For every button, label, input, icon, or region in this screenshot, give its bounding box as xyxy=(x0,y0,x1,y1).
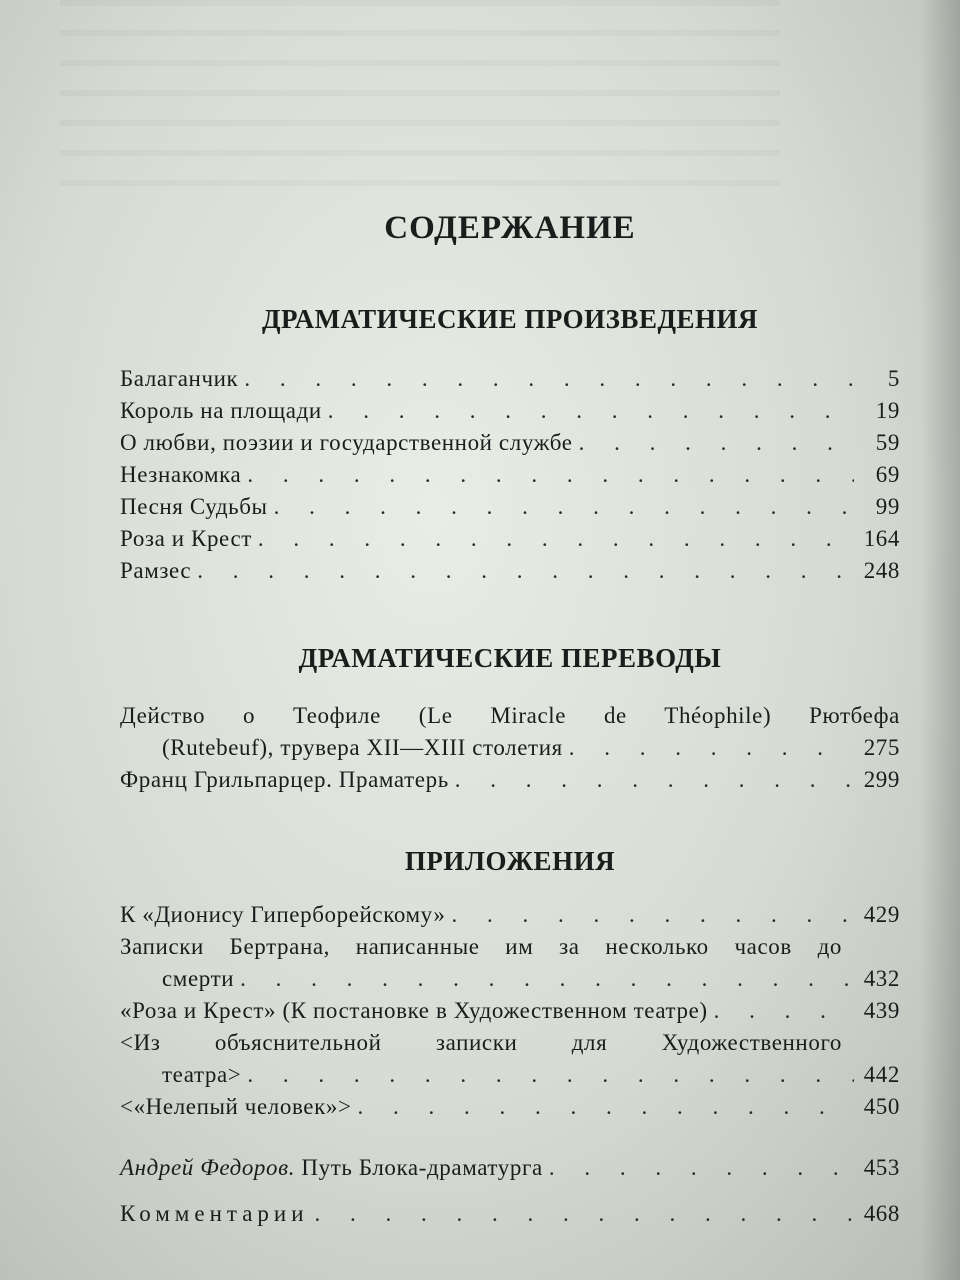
toc-entry xyxy=(120,1191,900,1237)
toc-entry xyxy=(120,764,900,796)
entry-title: Комментарии xyxy=(120,1201,309,1226)
dot-leader xyxy=(315,1191,854,1237)
dot-leader xyxy=(247,1059,854,1091)
entry-title-line1: Действо о Теофиле (Le Miracle de Théophile) Рютбефа xyxy=(120,703,900,728)
entry-title: Роза и Крест xyxy=(120,526,252,551)
dot-leader xyxy=(197,555,854,587)
dot-leader xyxy=(328,395,854,427)
toc-entry xyxy=(120,363,900,395)
section-heading: ДРАМАТИЧЕСКИЕ ПРОИЗВЕДЕНИЯ xyxy=(261,304,759,334)
entry-title: Рамзес xyxy=(120,558,192,583)
dot-leader xyxy=(569,732,854,764)
entry-page: 248 xyxy=(863,558,900,583)
toc-entry xyxy=(120,523,900,555)
entry-page: 450 xyxy=(863,1094,900,1119)
entry-page: 69 xyxy=(875,462,900,487)
entry-page: 442 xyxy=(863,1062,900,1087)
entry-page: 275 xyxy=(863,735,900,760)
toc-entry xyxy=(120,491,900,523)
page-title: СОДЕРЖАНИЕ xyxy=(384,210,636,246)
dot-leader xyxy=(358,1091,854,1123)
dot-leader xyxy=(244,363,854,395)
toc-entry xyxy=(120,995,900,1027)
entry-title: Незнакомка xyxy=(120,462,242,487)
toc-entry xyxy=(120,1027,900,1091)
entry-page: 59 xyxy=(875,430,900,455)
entry-title-line2: театра> xyxy=(162,1062,242,1087)
entry-page: 432 xyxy=(863,966,900,991)
toc-entry xyxy=(120,427,900,459)
entry-page: 164 xyxy=(863,526,900,551)
entry-author: Андрей Федоров. xyxy=(120,1155,296,1180)
entry-title-line2: (Rutebeuf), трувера XII—XIII столетия xyxy=(162,735,563,760)
entry-page: 429 xyxy=(863,902,900,927)
dot-leader xyxy=(579,427,854,459)
dot-leader xyxy=(549,1145,854,1191)
entry-title: О любви, поэзии и государственной службе xyxy=(120,430,573,455)
entry-page: 439 xyxy=(863,998,900,1023)
dot-leader xyxy=(451,899,854,931)
entry-continuation xyxy=(120,1059,900,1091)
entry-title: Король на площади xyxy=(120,398,322,423)
entry-title-text: Путь Блока-драматурга xyxy=(301,1155,543,1180)
toc-entry xyxy=(120,931,900,995)
dot-leader xyxy=(258,523,854,555)
entry-page: 299 xyxy=(863,767,900,792)
entry-title: Франц Грильпарцер. Праматерь xyxy=(120,767,449,792)
show-through-text xyxy=(60,0,780,200)
entry-title-line1: Записки Бертрана, написанные им за несколько часов до xyxy=(120,934,842,959)
dot-leader xyxy=(247,459,854,491)
entry-title-line1: <Из объяснительной записки для Художественного xyxy=(120,1030,842,1055)
toc-entry xyxy=(120,899,900,931)
toc-entry xyxy=(120,700,900,764)
entry-page: 468 xyxy=(863,1201,900,1226)
table-of-contents xyxy=(120,210,900,1237)
section-appendices xyxy=(120,846,900,1123)
entry-title-line2: смерти xyxy=(162,966,235,991)
dot-leader xyxy=(274,491,854,523)
dot-leader xyxy=(455,764,854,796)
section-dramatic-works xyxy=(120,304,900,587)
section-dramatic-translations xyxy=(120,643,900,796)
entry-page: 5 xyxy=(887,366,900,391)
entry-page: 19 xyxy=(875,398,900,423)
dot-leader xyxy=(240,963,854,995)
toc-entry xyxy=(120,395,900,427)
entry-page: 99 xyxy=(875,494,900,519)
section-heading: ДРАМАТИЧЕСКИЕ ПЕРЕВОДЫ xyxy=(298,643,722,673)
entry-page: 453 xyxy=(863,1155,900,1180)
entry-title: Балаганчик xyxy=(120,366,239,391)
entry-title: Песня Судьбы xyxy=(120,494,268,519)
toc-entry xyxy=(120,1145,900,1191)
entry-continuation xyxy=(120,732,900,764)
entry-title: «Роза и Крест» (К постановке в Художественном театре) xyxy=(120,998,708,1023)
dot-leader xyxy=(714,995,854,1027)
entry-title: <«Нелепый человек»> xyxy=(120,1094,352,1119)
section-heading: ПРИЛОЖЕНИЯ xyxy=(404,846,616,876)
entry-continuation xyxy=(120,963,900,995)
page-edge-shadow xyxy=(920,0,960,1280)
toc-entry xyxy=(120,1091,900,1123)
entry-title: К «Дионису Гиперборейскому» xyxy=(120,902,446,927)
section-extra xyxy=(120,1145,900,1237)
toc-entry xyxy=(120,459,900,491)
toc-entry xyxy=(120,555,900,587)
entry-title xyxy=(120,1145,543,1191)
